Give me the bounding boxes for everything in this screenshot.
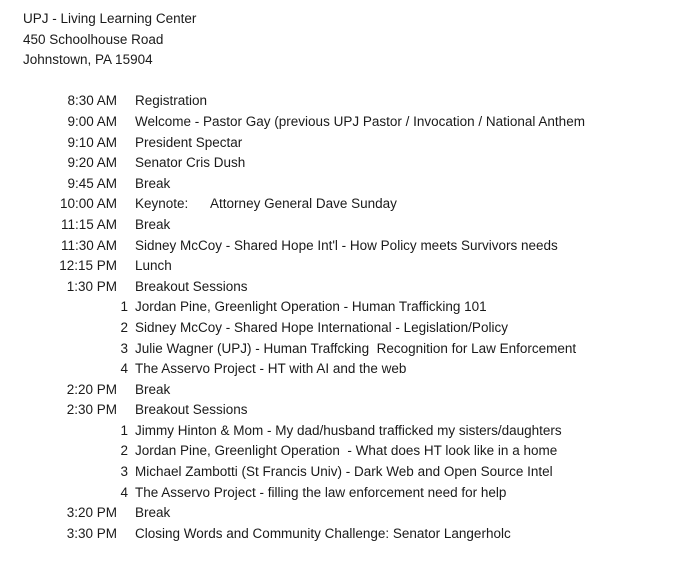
schedule-row <box>0 421 690 442</box>
schedule-row <box>0 339 690 360</box>
venue-name: UPJ - Living Learning Center <box>23 11 197 26</box>
venue-header <box>23 9 690 71</box>
venue-address: 450 Schoolhouse Road <box>23 31 164 47</box>
venue-city-state-zip: Johnstown, PA 15904 <box>23 52 153 68</box>
event-description: Closing Words and Community Challenge: Senator Langerholc <box>135 525 511 541</box>
schedule-row <box>0 524 690 545</box>
time-cell: 3:20 PM <box>66 505 117 521</box>
event-description: Lunch <box>135 258 172 274</box>
event-description: Break <box>135 505 171 521</box>
event-description: Michael Zambotti (St Francis Univ) - Dark Web and Open Source Intel <box>135 464 553 480</box>
breakout-number: 1 <box>120 422 128 438</box>
time-cell: 10:00 AM <box>59 196 117 212</box>
event-description: Jordan Pine, Greenlight Operation - What does HT look like in a home <box>135 443 558 459</box>
event-description: Breakout Sessions <box>135 278 248 294</box>
event-description: Break <box>135 381 171 397</box>
time-cell: 11:15 AM <box>60 216 117 232</box>
breakout-number: 2 <box>120 319 128 335</box>
time-cell: 9:10 AM <box>67 134 117 150</box>
time-cell: 9:00 AM <box>67 113 117 129</box>
event-description: Sidney McCoy - Shared Hope International - Legislation/Policy <box>135 319 508 335</box>
event-description: Julie Wagner (UPJ) - Human Traffcking Recognition for Law Enforcement <box>135 340 577 356</box>
schedule-row <box>0 256 690 277</box>
event-description: Welcome - Pastor Gay (previous UPJ Pastor / Invocation / National Anthem <box>135 113 585 129</box>
time-cell: 12:15 PM <box>59 258 117 274</box>
breakout-number: 3 <box>120 464 128 480</box>
schedule-row <box>0 462 690 483</box>
schedule-row <box>0 133 690 154</box>
schedule-row <box>0 359 690 380</box>
schedule-row <box>0 380 690 401</box>
event-description: Breakout Sessions <box>135 402 248 418</box>
time-cell: 2:20 PM <box>66 381 117 397</box>
schedule-row <box>0 400 690 421</box>
event-description: Jordan Pine, Greenlight Operation - Human Trafficking 101 <box>135 299 487 315</box>
schedule-list <box>0 91 690 544</box>
breakout-number: 4 <box>120 484 128 500</box>
time-cell: 9:45 AM <box>67 175 117 191</box>
schedule-row <box>0 174 690 195</box>
breakout-number: 1 <box>120 299 128 315</box>
schedule-row <box>0 441 690 462</box>
event-description: Senator Cris Dush <box>135 155 246 171</box>
time-cell: 11:30 AM <box>60 237 117 253</box>
time-cell: 8:30 AM <box>67 93 117 109</box>
event-description: The Asservo Project - HT with AI and the web <box>135 361 407 377</box>
event-description: Registration <box>135 93 208 109</box>
schedule-row <box>0 112 690 133</box>
event-description: Break <box>135 216 171 232</box>
schedule-row <box>0 318 690 339</box>
schedule-row <box>0 91 690 112</box>
breakout-number: 4 <box>120 361 128 377</box>
event-description: Keynote: Attorney General Dave Sunday <box>135 196 397 212</box>
event-description: Jimmy Hinton & Mom - My dad/husband trafficked my sisters/daughters <box>135 422 562 438</box>
schedule-row <box>0 215 690 236</box>
schedule-row <box>0 503 690 524</box>
time-cell: 9:20 AM <box>67 155 117 171</box>
schedule-row <box>0 194 690 215</box>
event-description: President Spectar <box>135 134 243 150</box>
schedule-row <box>0 236 690 257</box>
time-cell: 3:30 PM <box>66 525 117 541</box>
schedule-row <box>0 153 690 174</box>
event-description: Break <box>135 175 171 191</box>
schedule-row <box>0 483 690 504</box>
event-description: The Asservo Project - filling the law enforcement need for help <box>135 484 507 500</box>
breakout-number: 2 <box>120 443 128 459</box>
time-cell: 1:30 PM <box>66 278 117 294</box>
breakout-number: 3 <box>120 340 128 356</box>
schedule-row <box>0 297 690 318</box>
event-description: Sidney McCoy - Shared Hope Int'l - How Policy meets Survivors needs <box>135 237 558 253</box>
time-cell: 2:30 PM <box>66 402 117 418</box>
schedule-row <box>0 277 690 298</box>
